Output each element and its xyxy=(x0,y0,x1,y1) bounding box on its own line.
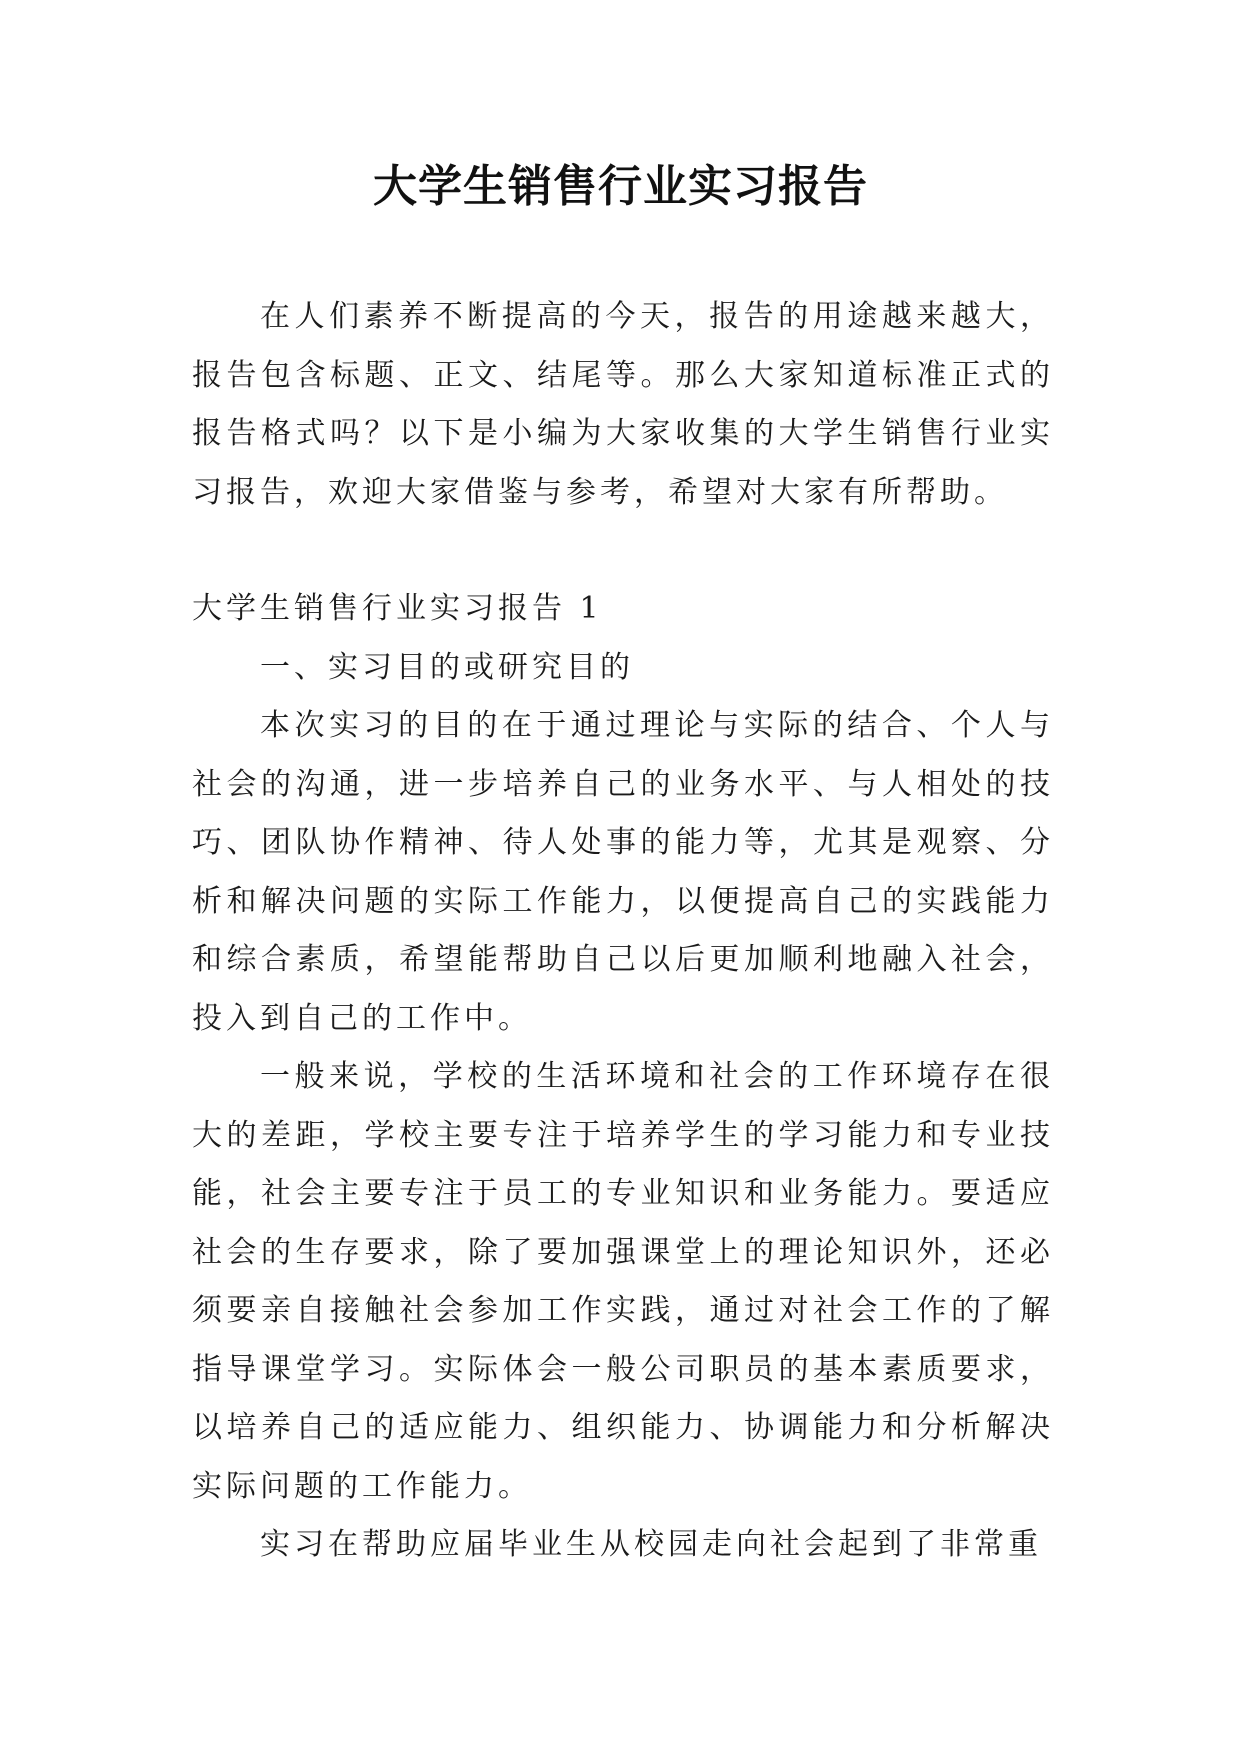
intro-paragraph: 在人们素养不断提高的今天，报告的用途越来越大，报告包含标题、正文、结尾等。那么大家知道标准正式的报告格式吗？以下是小编为大家收集的大学生销售行业实习报告，欢迎大家借鉴与参考，希望对大家有所帮助。 xyxy=(192,299,1054,510)
section-title: 大学生销售行业实习报告 1 xyxy=(192,591,603,626)
body-paragraph-internship: 实习在帮助应届毕业生从校园走向社会起到了非常重 xyxy=(260,1527,1042,1562)
document-title: 大学生销售行业实习报告 xyxy=(373,161,868,212)
body-paragraph-purpose: 本次实习的目的在于通过理论与实际的结合、个人与社会的沟通，进一步培养自己的业务水平、与人相处的技巧、团队协作精神、待人处事的能力等，尤其是观察、分析和解决问题的实际工作能力，以便提高自己的实践能力和综合素质，希望能帮助自己以后更加顺利地融入社会，投入到自己的工作中。 xyxy=(192,708,1054,1036)
document-body xyxy=(192,288,1054,1575)
body-paragraph-environment: 一般来说，学校的生活环境和社会的工作环境存在很大的差距，学校主要专注于培养学生的学习能力和专业技能，社会主要专注于员工的专业知识和业务能力。要适应社会的生存要求，除了要加强课堂上的理论知识外，还必须要亲自接触社会参加工作实践，通过对社会工作的了解指导课堂学习。实际体会一般公司职员的基本素质要求，以培养自己的适应能力、组织能力、协调能力和分析解决实际问题的工作能力。 xyxy=(192,1059,1054,1504)
subheading: 一、实习目的或研究目的 xyxy=(260,649,634,685)
